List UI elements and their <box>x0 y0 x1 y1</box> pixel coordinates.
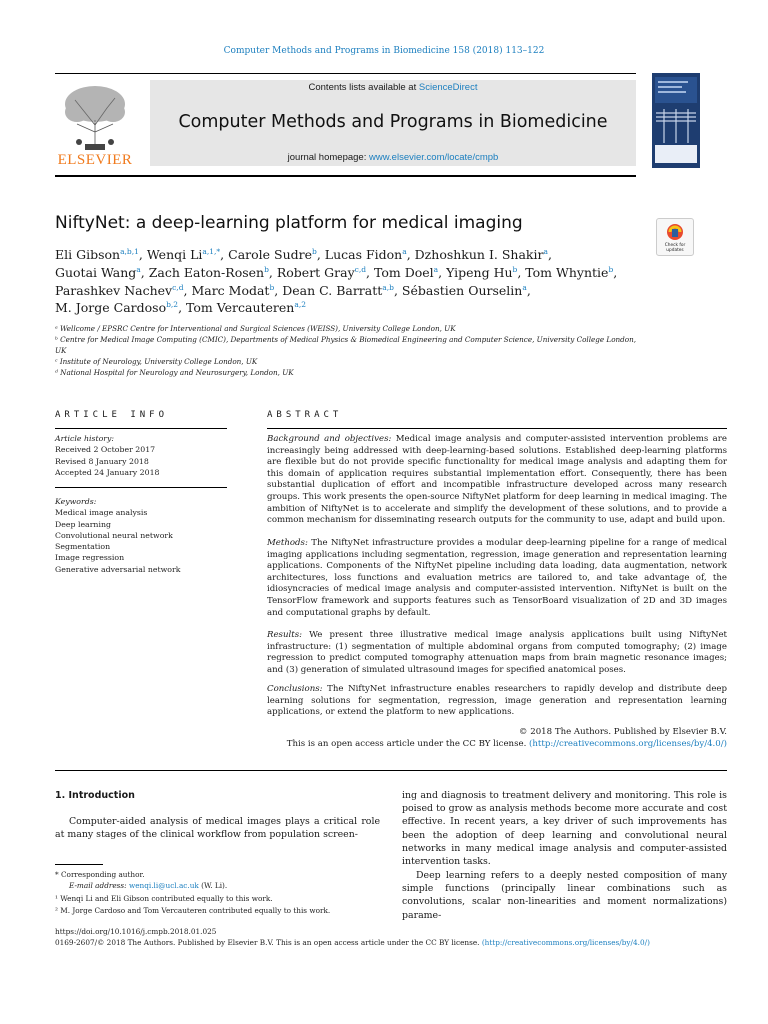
author-name[interactable]: Marc Modat <box>191 283 270 299</box>
author-affiliation: b <box>264 265 269 274</box>
contents-available-line <box>150 82 636 93</box>
article-info-rule <box>55 428 227 429</box>
author-name[interactable]: Dean C. Barratt <box>282 283 383 299</box>
abstract-bottom-rule <box>55 770 727 771</box>
author-affiliation: a,b,1 <box>120 247 139 256</box>
author-affiliation: b <box>312 247 317 256</box>
author-affiliation: a <box>522 283 527 292</box>
paper-title: NiftyNet: a deep-learning platform for medical imaging <box>55 213 523 233</box>
article-history <box>55 433 227 478</box>
intro-col1-text: Computer-aided analysis of medical images plays a critical role at many stages of the clinical workflow from population screen- <box>55 816 380 841</box>
elsevier-wordmark: ELSEVIER <box>57 152 133 168</box>
author-affiliation: b <box>608 265 614 274</box>
author-name[interactable]: Tom Whyntie <box>525 265 609 281</box>
author-name[interactable]: Tom Vercauteren <box>186 300 295 316</box>
history-revised: Revised 8 January 2018 <box>55 456 149 466</box>
author-line-3: Parashkev Nachev$^{c,d}$, Marc Modat$^b$, Dean C. Barratt$^{a,b}$, Sébastien Ourselin$^a$, <box>55 283 531 299</box>
author-name[interactable]: Yipeng Hu <box>446 265 513 281</box>
keywords-list <box>55 496 227 575</box>
abstract-text: The NiftyNet infrastructure enables researchers to rapidly develop and distribute deep learning solutions for segmentation, regression, image generation and representation learning applications, or extend the platform to new applications. <box>267 684 727 718</box>
author-name[interactable]: Wenqi Li <box>146 247 203 263</box>
abstract-rule <box>267 428 727 429</box>
homepage-prefix: journal homepage: <box>287 152 369 163</box>
author-affiliation: a <box>402 247 407 256</box>
keyword: Image regression <box>55 553 125 563</box>
abstract-text: Medical image analysis and computer-assisted intervention problems are increasingly being addressed with deep-learning-based solutions. Established deep-learning platforms are flexible but do not provide specific functionality for medical image analysis and adapting them for this domain of application requires substantial implementation effort. Consequently, there has been substantial duplication of effort and incompatible infrastructure developed across many research groups. This work presents the open-source NiftyNet platform for deep learning in medical imaging. The ambition of NiftyNet is to accelerate and simplify the development of these solutions, and to provide a common mechanism for disseminating research outputs for the community to use, adapt and build upon. <box>267 434 728 526</box>
footnote-rule <box>55 864 103 865</box>
author-name[interactable]: Lucas Fidon <box>324 247 403 263</box>
affiliation-b: ᵇ Centre for Medical Image Computing (CMIC), Departments of Medical Physics & Biomedical Engineering and Computer Science, University College London, UK <box>55 335 636 355</box>
abstract-heading: ABSTRACT <box>267 410 343 420</box>
license-prefix: This is an open access article under the CC BY license. <box>286 739 530 749</box>
email-suffix: (W. Li). <box>198 881 228 890</box>
check-for-updates-badge[interactable] <box>656 218 694 256</box>
footnote-corresponding: * Corresponding author. <box>55 870 145 879</box>
article-info-divider <box>55 487 227 488</box>
author-affiliation: a <box>543 247 548 256</box>
journal-homepage-line <box>150 152 636 163</box>
author-name[interactable]: Robert Gray <box>276 265 355 281</box>
author-affiliation: a,2 <box>294 300 306 309</box>
intro-col2-para2: Deep learning refers to a deeply nested composition of many simple functions (principally linear combinations such as convolutions, scalar non-linearities and moment normalizations) parame- <box>402 870 727 921</box>
affiliation-a: ᵃ Wellcome / EPSRC Centre for Interventional and Surgical Sciences (WEISS), University College London, UK <box>55 324 456 333</box>
author-line-1: Eli Gibson$^{a,b,1}$, Wenqi $Li^{a,1,*}$, Carole Sudre$^b$, Lucas Fidon$^a$, Dzhoshkun I. Shakir$^a$, <box>55 247 552 263</box>
footnote-2: ² M. Jorge Cardoso and Tom Vercauteren contributed equally to this work. <box>55 906 331 915</box>
author-affiliation: b <box>269 283 275 292</box>
footnote-1: ¹ Wenqi Li and Eli Gibson contributed equally to this work. <box>55 894 273 903</box>
issn-line <box>55 937 735 949</box>
author-affiliation: b <box>512 265 518 274</box>
author-name[interactable]: Dzhoshkun I. Shakir <box>414 247 544 263</box>
journal-cover-thumbnail <box>652 73 700 168</box>
affiliation-c: ᶜ Institute of Neurology, University College London, UK <box>55 357 258 366</box>
author-affiliation: a <box>433 265 439 274</box>
author-affiliation: a,b <box>382 283 394 292</box>
author-name[interactable]: M. Jorge Cardoso <box>55 300 167 316</box>
author-line-4: M. Jorge Cardoso$^{b,2}$, Tom Vercauteren$^{a,2}$ <box>55 300 306 316</box>
keyword: Deep learning <box>55 519 111 529</box>
cc-license-link[interactable]: (http://creativecommons.org/licenses/by/4.0/) <box>529 739 727 749</box>
author-name[interactable]: Carole Sudre <box>228 247 312 263</box>
abstract-conclusions <box>267 684 727 719</box>
abstract-copyright: © 2018 The Authors. Published by Elsevier B.V. <box>518 727 727 737</box>
email-label: E-mail address: <box>69 881 129 890</box>
history-received: Received 2 October 2017 <box>55 445 156 455</box>
article-info-heading: ARTICLE INFO <box>55 410 169 420</box>
abstract-label: Methods: <box>267 538 308 548</box>
author-name[interactable]: Parashkev Nachev <box>55 283 173 299</box>
author-name[interactable]: Tom Doel <box>374 265 434 281</box>
keyword: Medical image analysis <box>55 508 148 518</box>
header-bottom-rule <box>55 175 636 177</box>
keyword: Segmentation <box>55 542 111 552</box>
history-label: Article history: <box>55 434 115 443</box>
email-link[interactable]: wenqi.li@ucl.ac.uk <box>128 881 199 890</box>
keywords-label: Keywords: <box>55 497 97 506</box>
author-affiliation: c,d <box>354 265 367 274</box>
abstract-label: Background and objectives: <box>267 434 392 444</box>
issn-license-link[interactable]: (http://creativecommons.org/licenses/by/4.0/) <box>481 938 650 947</box>
affiliation-d: ᵈ National Hospital for Neurology and Neurosurgery, London, UK <box>55 368 294 377</box>
abstract-text: We present three illustrative medical image analysis applications built using NiftyNet infrastructure: (1) segmentation of multiple abdominal organs from computed tomography; (2) image regression to predict computed tomography attenuation maps from brain magnetic resonance images; and (3) generation of simulated ultrasound images for specified anatomical poses. <box>267 630 727 675</box>
doi-link[interactable]: https://doi.org/10.1016/j.cmpb.2018.01.025 <box>55 927 217 936</box>
history-accepted: Accepted 24 January 2018 <box>55 467 160 477</box>
footnote-email <box>69 880 227 892</box>
header-top-rule <box>55 73 636 74</box>
journal-citation-link[interactable]: Computer Methods and Programs in Biomedicine 158 (2018) 113–122 <box>223 46 545 56</box>
keyword: Generative adversarial network <box>55 564 181 574</box>
sciencedirect-link[interactable]: ScienceDirect <box>418 82 478 93</box>
author-line-2: Guotai Wang$^a$, Zach Eaton-Rosen$^b$, Robert Gray$^{c,d}$, Tom Doel$^a$, Yipeng Hu$^b$, Tom Whyntie$^b$, <box>55 265 618 281</box>
keyword: Convolutional neural network <box>55 530 173 540</box>
author-name[interactable]: Eli Gibson <box>55 247 121 263</box>
journal-homepage-link[interactable]: www.elsevier.com/locate/cmpb <box>368 152 499 163</box>
author-affiliation: c,d <box>172 283 184 292</box>
abstract-label: Results: <box>267 630 303 640</box>
author-name[interactable]: Guotai Wang <box>55 265 137 281</box>
abstract-results <box>267 630 727 676</box>
abstract-text: The NiftyNet infrastructure provides a modular deep-learning pipeline for a range of medical imaging applications including segmentation, regression, image generation and representation learning applications. Components of the NiftyNet pipeline including data loading, data augmentation, network architectures, loss functions and evaluation metrics are tailored to, and take advantage of, the idiosyncracies of medical image analysis and computer-assisted intervention. NiftyNet is built on the TensorFlow framework and supports features such as TensorBoard visualization of 2D and 3D images and computational graphs by default. <box>267 538 727 618</box>
issn-text: 0169-2607/© 2018 The Authors. Published by Elsevier B.V. This is an open access article under the CC BY license. <box>55 938 482 947</box>
author-name[interactable]: Sébastien Ourselin <box>401 283 523 299</box>
author-affiliation: b,2 <box>166 300 179 309</box>
intro-col2-para1: ing and diagnosis to treatment delivery and monitoring. This role is poised to grow as analysis methods become more accurate and cost effective. In recent years, a key driver of such improvements has been the adoption of deep learning and convolutional neural networks in many medical image analysis and computer-assisted intervention tasks. <box>402 790 727 868</box>
check-updates-label: Check for updates <box>664 243 686 253</box>
intro-heading: 1. Introduction <box>55 790 135 801</box>
abstract-label: Conclusions: <box>267 684 323 694</box>
author-affiliation: a,1,* <box>202 247 221 256</box>
abstract-license <box>267 739 727 751</box>
author-name[interactable]: Zach Eaton-Rosen <box>148 265 265 281</box>
journal-title: Computer Methods and Programs in Biomedicine <box>178 112 608 132</box>
abstract-background <box>267 434 727 527</box>
abstract-methods <box>267 538 727 619</box>
contents-prefix: Contents lists available at <box>308 82 419 93</box>
author-affiliation: a <box>136 265 141 274</box>
